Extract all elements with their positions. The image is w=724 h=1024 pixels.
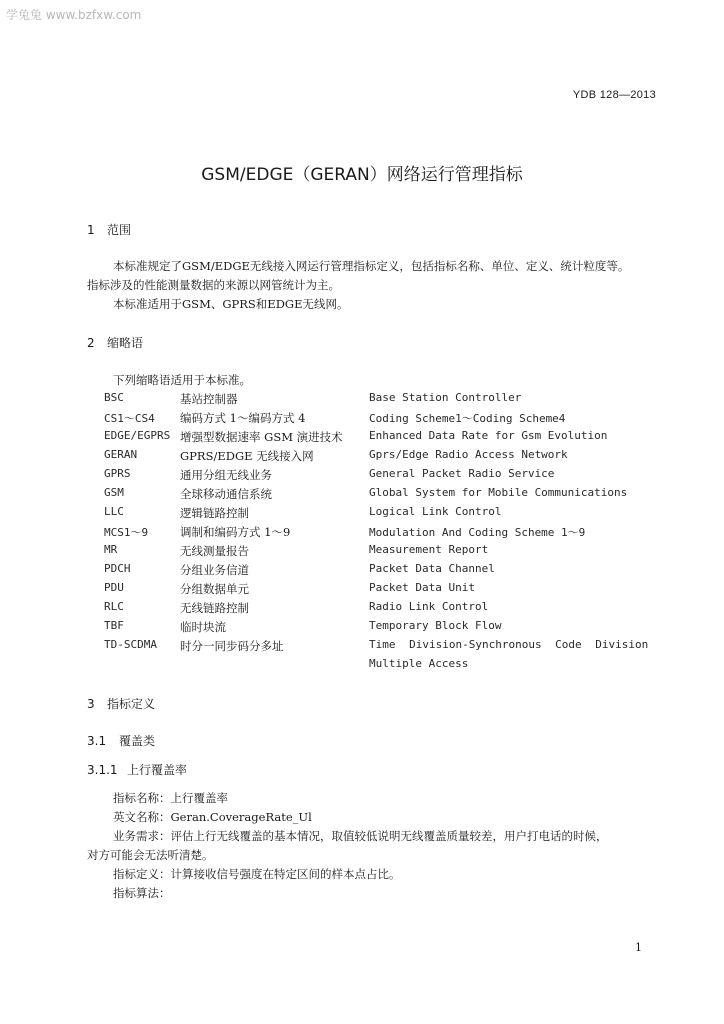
abbreviation-intro: 下列缩略语适用于本标准。: [113, 373, 251, 387]
abbr-english: Packet Data Unit: [369, 581, 475, 594]
abbr-chinese: 编码方式 1～编码方式 4: [180, 411, 306, 425]
section-number: 2: [87, 336, 95, 350]
section-1-heading: [87, 221, 131, 238]
abbr-term: TD-SCDMA: [104, 638, 157, 651]
subsection-number: 3.1.1: [87, 763, 118, 777]
abbr-chinese: 逻辑链路控制: [180, 506, 249, 520]
abbr-term: LLC: [104, 505, 124, 518]
abbr-chinese: 无线链路控制: [180, 601, 249, 615]
abbr-chinese: 全球移动通信系统: [180, 487, 272, 501]
abbr-chinese: 基站控制器: [180, 392, 238, 406]
abbr-term: MCS1～9: [104, 526, 149, 539]
indicator-algorithm: 指标算法：: [113, 886, 171, 900]
abbr-chinese: 分组数据单元: [180, 582, 249, 596]
abbr-term: GSM: [104, 486, 124, 499]
abbr-term: MR: [104, 543, 118, 556]
section-title: 指标定义: [107, 697, 156, 711]
abbr-english: General Packet Radio Service: [369, 467, 555, 480]
abbr-english: Gprs/Edge Radio Access Network: [369, 448, 568, 461]
indicator-definition: 指标定义：计算接收信号强度在特定区间的样本点占比。: [113, 867, 401, 881]
section-title: 缩略语: [107, 336, 144, 350]
section-3-heading: [87, 695, 155, 712]
subsection-3-1-1-heading: [87, 761, 187, 778]
abbr-english: Modulation And Coding Scheme 1～9: [369, 526, 586, 539]
watermark: 学兔兔 www.bzfxw.com: [6, 8, 142, 22]
abbr-english: Coding Scheme1～Coding Scheme4: [369, 412, 566, 425]
indicator-name: 指标名称：上行覆盖率: [113, 791, 228, 805]
abbr-english: Radio Link Control: [369, 600, 489, 613]
paragraph-line: 指标涉及的性能测量数据的来源以网管统计为主。: [87, 278, 340, 292]
abbr-term: GERAN: [104, 448, 138, 461]
subsection-title: 覆盖类: [119, 734, 156, 748]
section-2-heading: [87, 334, 143, 351]
abbr-chinese: 通用分组无线业务: [180, 468, 272, 482]
abbr-english: Time Division-Synchronous Code Division: [369, 638, 649, 651]
abbr-chinese: 调制和编码方式 1～9: [180, 525, 291, 539]
abbr-term: TBF: [104, 619, 124, 632]
abbr-english: Global System for Mobile Communications: [369, 486, 628, 499]
paragraph-line: 本标准适用于GSM、GPRS和EDGE无线网。: [113, 297, 349, 311]
indicator-requirement-continued: 对方可能会无法听清楚。: [87, 848, 214, 862]
indicator-english-name: 英文名称：Geran.CoverageRate_Ul: [113, 810, 312, 824]
section-number: 1: [87, 223, 95, 237]
abbr-chinese: 临时块流: [180, 620, 226, 634]
abbr-english-continued: Multiple Access: [369, 657, 469, 670]
abbr-english: Base Station Controller: [369, 391, 522, 404]
indicator-requirement: 业务需求：评估上行无线覆盖的基本情况，取值较低说明无线覆盖质量较差，用户打电话的时候，: [113, 829, 608, 843]
abbr-english: Measurement Report: [369, 543, 489, 556]
document-title: GSM/EDGE（GERAN）网络运行管理指标: [201, 165, 523, 185]
abbr-chinese: 分组业务信道: [180, 563, 249, 577]
abbr-english: Logical Link Control: [369, 505, 502, 518]
document-number: YDB 128—2013: [572, 89, 656, 101]
abbr-term: EDGE/EGPRS: [104, 429, 171, 442]
abbr-chinese: 无线测量报告: [180, 544, 249, 558]
abbr-term: PDCH: [104, 562, 131, 575]
abbr-english: Enhanced Data Rate for Gsm Evolution: [369, 429, 608, 442]
section-title: 范围: [107, 223, 132, 237]
section-number: 3: [87, 697, 95, 711]
subsection-title: 上行覆盖率: [127, 763, 188, 777]
abbr-term: CS1～CS4: [104, 412, 155, 425]
abbr-chinese: 时分一同步码分多址: [180, 639, 284, 653]
abbr-term: GPRS: [104, 467, 131, 480]
abbr-term: PDU: [104, 581, 124, 594]
page-number: 1: [635, 941, 642, 954]
abbr-english: Packet Data Channel: [369, 562, 495, 575]
abbr-term: BSC: [104, 391, 124, 404]
paragraph-line: 本标准规定了GSM/EDGE无线接入网运行管理指标定义，包括指标名称、单位、定义、统计粒度等。: [113, 259, 630, 273]
abbr-english: Temporary Block Flow: [369, 619, 502, 632]
abbr-chinese: 增强型数据速率 GSM 演进技术: [180, 430, 343, 444]
abbr-term: RLC: [104, 600, 124, 613]
subsection-number: 3.1: [87, 734, 107, 748]
abbr-chinese: GPRS/EDGE 无线接入网: [180, 449, 314, 463]
subsection-3-1-heading: [87, 732, 155, 749]
